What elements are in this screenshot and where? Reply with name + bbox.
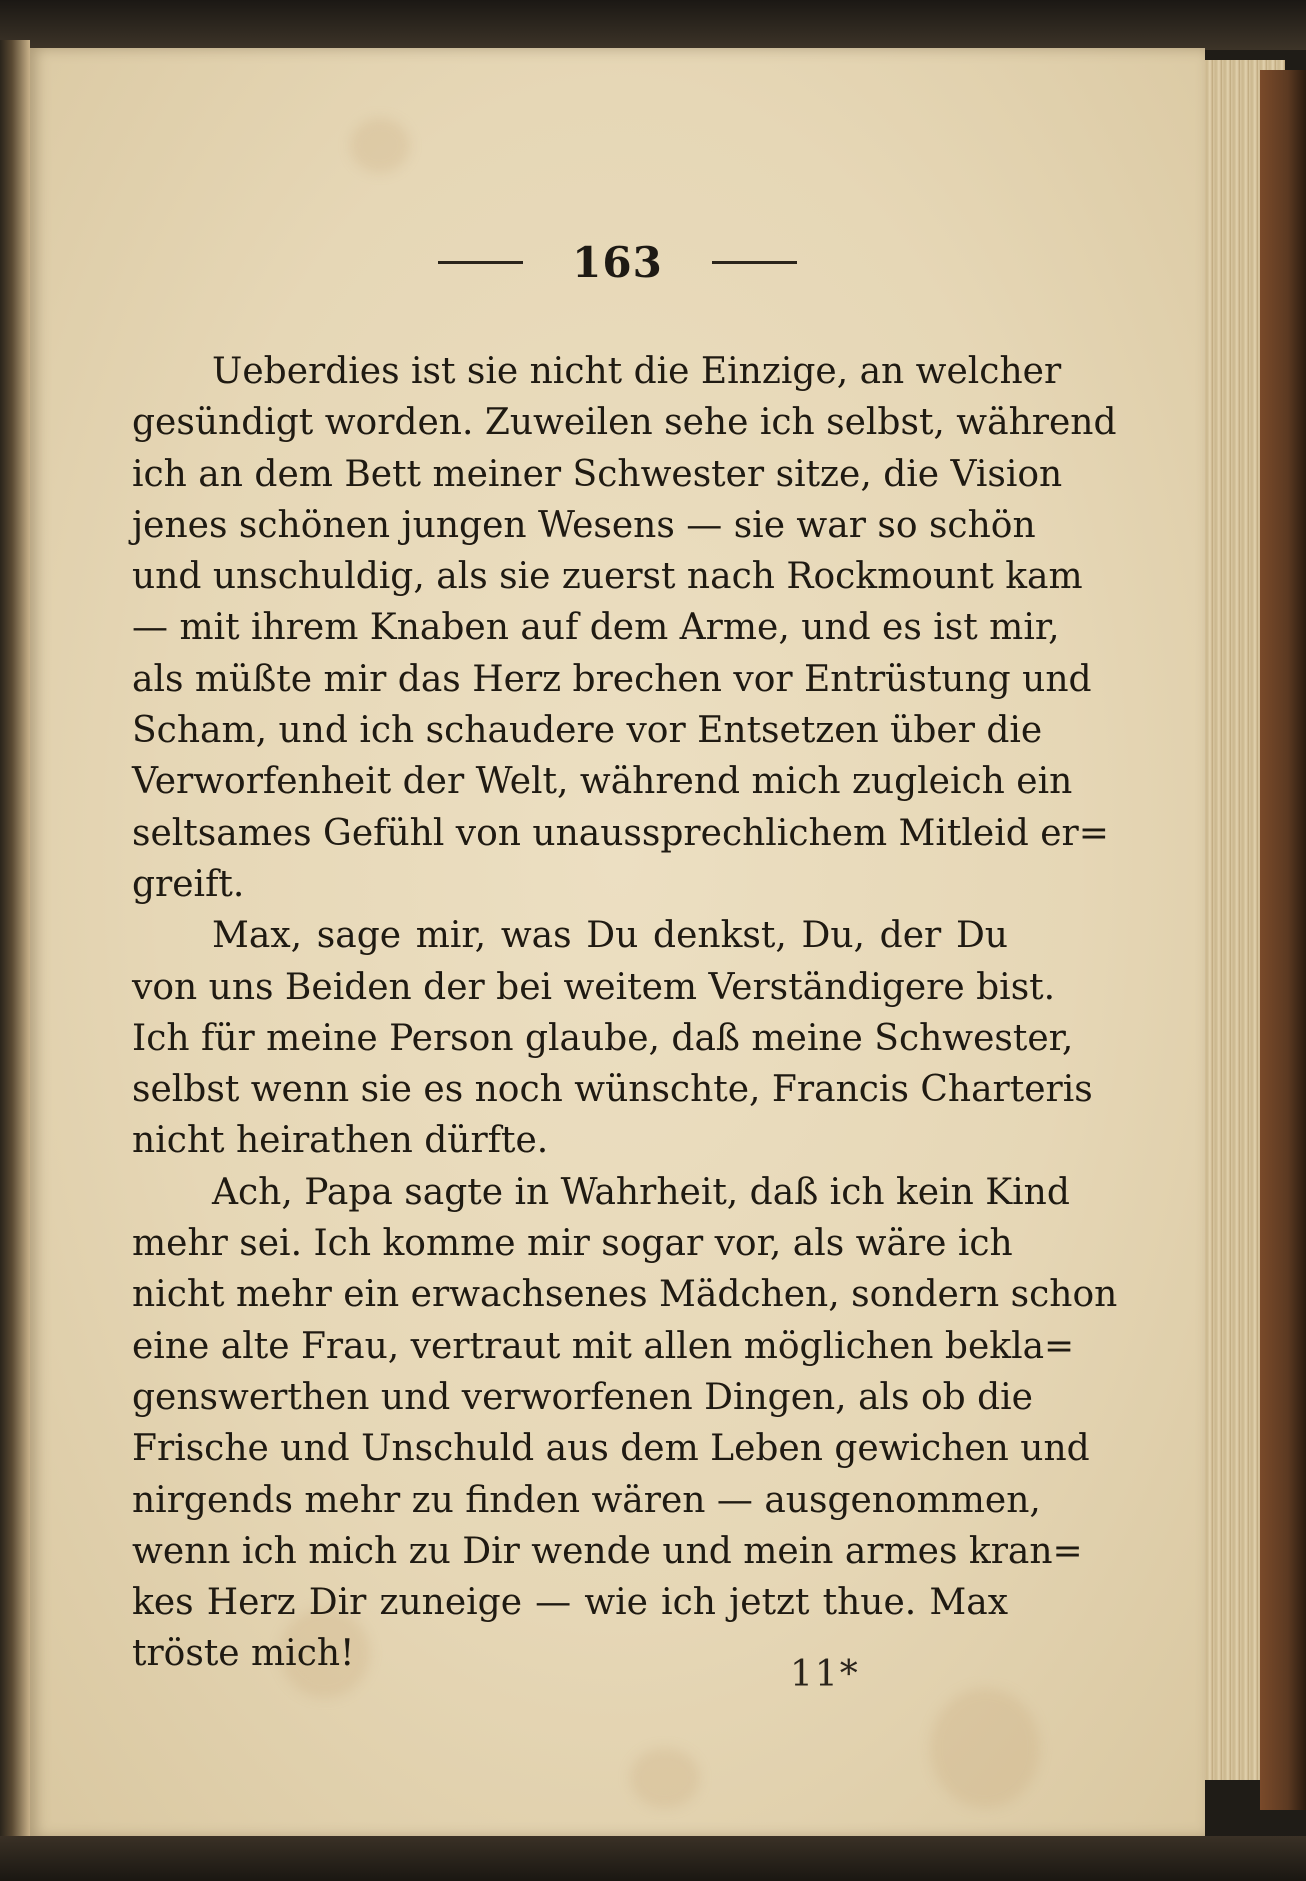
text-line: Frische und Unschuld aus dem Leben gewichen und <box>132 1428 1090 1470</box>
text-line: Ich für meine Person glaube, daß meine Schwester, <box>132 1017 1074 1059</box>
text-line: Max, sage mir, was Du denkst, Du, der Du <box>212 915 1008 957</box>
text-line: kes Herz Dir zuneige — wie ich jetzt thue. Max <box>132 1582 1008 1624</box>
top-shadow <box>0 0 1306 50</box>
text-line: greift. <box>132 863 245 905</box>
text-line: Ach, Papa sagte in Wahrheit, daß ich kein Kind <box>212 1171 1070 1213</box>
text-line: seltsames Gefühl von unaussprechlichem Mitleid er= <box>132 812 1109 854</box>
text-line: genswerthen und verworfenen Dingen, als ob die <box>132 1376 1033 1418</box>
text-line: tröste mich! <box>132 1633 355 1675</box>
paper-stain <box>930 1688 1040 1808</box>
book-cover-edge <box>1260 70 1306 1810</box>
text-line: gesündigt worden. Zuweilen sehe ich selbst, während <box>132 402 1117 444</box>
paper-stain <box>350 118 410 173</box>
text-line: eine alte Frau, vertraut mit allen möglichen bekla= <box>132 1325 1075 1367</box>
book-page <box>30 48 1205 1838</box>
bottom-shadow <box>0 1836 1306 1881</box>
text-line: jenes schönen jungen Wesens — sie war so schön <box>132 504 1036 546</box>
text-line: Scham, und ich schaudere vor Entsetzen über die <box>132 710 1043 752</box>
header-rule-left <box>438 261 523 264</box>
text-line: ich an dem Bett meiner Schwester sitze, die Vision <box>132 453 1063 495</box>
page-header <box>30 238 1205 287</box>
text-line: von uns Beiden der bei weitem Verständigere bist. <box>132 966 1056 1008</box>
text-line: nicht heirathen dürfte. <box>132 1120 549 1162</box>
text-line: als müßte mir das Herz brechen vor Entrüstung und <box>132 658 1092 700</box>
book-binding-left <box>0 40 30 1840</box>
text-line: selbst wenn sie es noch wünschte, Francis Charteris <box>132 1069 1093 1111</box>
text-line: wenn ich mich zu Dir wende und mein armes kran= <box>132 1530 1083 1572</box>
text-line: nicht mehr ein erwachsenes Mädchen, sondern schon <box>132 1274 1118 1316</box>
text-line: Ueberdies ist sie nicht die Einzige, an welcher <box>212 351 1062 392</box>
text-line: nirgends mehr zu finden wären — ausgenommen, <box>132 1479 1041 1521</box>
page-number: 163 <box>572 238 663 287</box>
signature-mark: 11* <box>790 1654 860 1695</box>
header-rule-right <box>712 261 797 264</box>
body-text <box>132 346 1118 1680</box>
paper-stain <box>630 1748 700 1808</box>
text-line: und unschuldig, als sie zuerst nach Rockmount kam <box>132 556 1083 598</box>
text-line: Verworfenheit der Welt, während mich zugleich ein <box>132 761 1073 803</box>
text-line: mehr sei. Ich komme mir sogar vor, als wäre ich <box>132 1223 1013 1265</box>
text-line: — mit ihrem Knaben auf dem Arme, und es ist mir, <box>132 607 1060 649</box>
